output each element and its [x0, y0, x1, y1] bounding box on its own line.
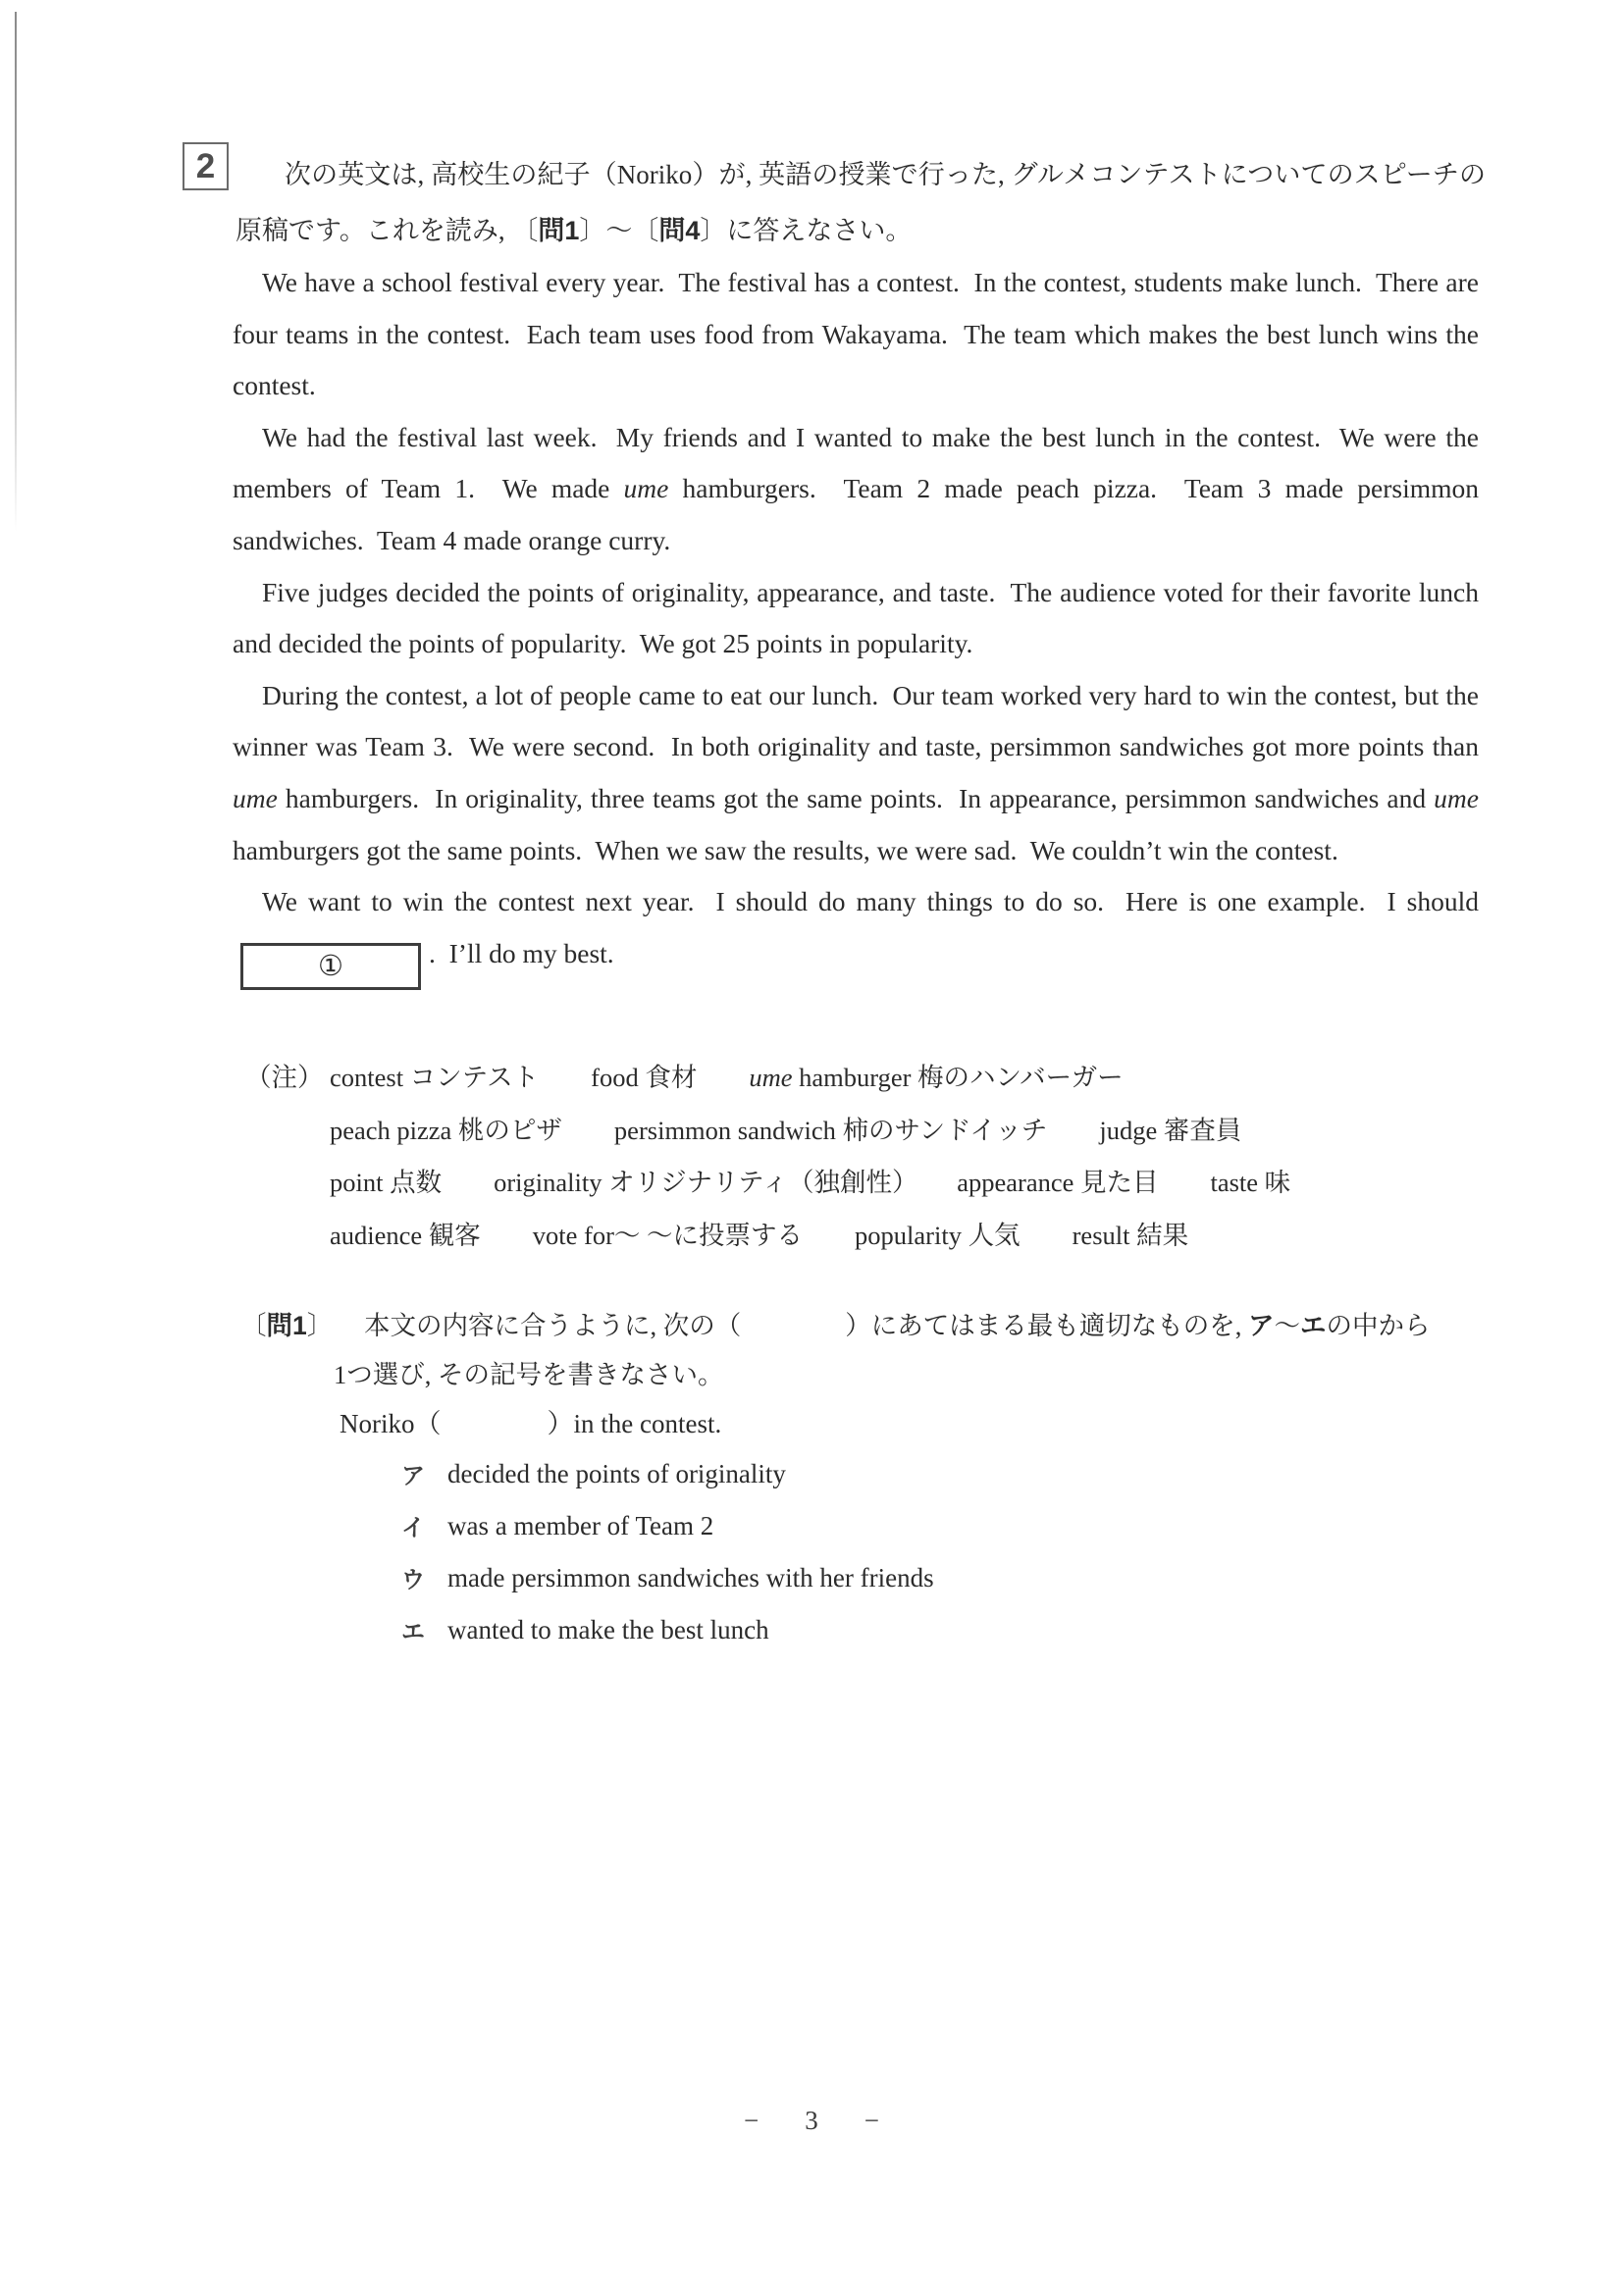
option-a-text: decided the points of originality: [447, 1459, 786, 1488]
option-a: [401, 1449, 1506, 1501]
text-segment: We had the festival last week. My friends and I wanted to make the best lunch in the contest. We were the members of Team 1. We made: [233, 421, 1479, 504]
question-1-options: [401, 1449, 1506, 1657]
question-1-head: [240, 1301, 1506, 1350]
text-segment: hamburger 梅のハンバーガー: [792, 1063, 1124, 1092]
notes-section: [245, 1052, 1501, 1262]
footer-dash-left: −: [744, 2106, 759, 2135]
speech-paragraph-3: [233, 567, 1479, 670]
speech-paragraph-4: [233, 670, 1479, 876]
text-segment: contest コンテスト food 食材: [330, 1063, 750, 1092]
section-number: 2: [195, 147, 216, 185]
option-e-marker: エ: [401, 1619, 425, 1645]
text-segment: 〕に答えなさい。: [700, 216, 913, 245]
text-segment: hamburgers. In originality, three teams got the same points. In appearance, persimmon sandwiches and: [277, 782, 1435, 813]
notes-label: （注）: [245, 1063, 324, 1092]
notes-line-4: [330, 1210, 1501, 1263]
page-footer: [0, 2106, 1623, 2136]
notes-lines: [330, 1052, 1501, 1262]
notes-line-2: [330, 1105, 1501, 1158]
text-segment: hamburgers got the same points. When we saw the results, we were sad. We couldn’t win the contest.: [233, 834, 1338, 865]
scan-artifact-line: [15, 12, 17, 532]
text-segment: 問1: [538, 216, 580, 245]
option-u-marker: ウ: [401, 1567, 425, 1593]
option-i: [401, 1501, 1506, 1553]
text-segment: ume: [623, 473, 669, 504]
option-u: [401, 1553, 1506, 1605]
blank-box-1: ①: [240, 943, 421, 990]
text-segment: audience 観客 vote for～ ～に投票する popularity 人気 result 結果: [330, 1220, 1189, 1250]
text-segment: ～: [1274, 1311, 1300, 1340]
page-number: 3: [805, 2106, 818, 2135]
notes-line-3: [330, 1157, 1501, 1210]
option-u-text: made persimmon sandwiches with her friends: [447, 1563, 934, 1592]
notes-line-1: [330, 1052, 1501, 1105]
option-i-text: was a member of Team 2: [447, 1511, 714, 1540]
text-segment: . I’ll do my best.: [429, 937, 614, 968]
text-segment: Five judges decided the points of originality, appearance, and taste. The audience voted for their favorite lunch and decided the points of popularity. We got 25 points in popularity.: [233, 576, 1479, 659]
section-number-box: [183, 142, 229, 190]
speech-paragraph-5: [233, 876, 1479, 990]
question-1: [240, 1301, 1506, 1657]
text-segment: 〕～〔: [579, 216, 659, 245]
text-segment: の中から: [1326, 1311, 1431, 1340]
section-instructions: [236, 147, 1486, 259]
footer-dash-right: −: [864, 2106, 879, 2135]
text-segment: We want to win the contest next year. I should do many things to do so. Here is one example. I should: [262, 886, 1479, 917]
text-segment: 本文の内容に合うように, 次の（ ）にあてはまる最も適切なものを,: [364, 1311, 1248, 1340]
text-segment: 〔: [240, 1311, 267, 1340]
text-segment: ア: [1248, 1311, 1275, 1340]
text-segment: エ: [1300, 1311, 1327, 1340]
question-1-label: [240, 1301, 364, 1350]
option-i-marker: イ: [401, 1515, 425, 1541]
text-segment: ume: [233, 782, 278, 813]
text-segment: point 点数 originality オリジナリティ（独創性） appearance 見た目 taste 味: [330, 1168, 1291, 1197]
option-e: [401, 1605, 1506, 1657]
text-segment: ume: [1434, 782, 1479, 813]
question-1-prompt-line1: [364, 1301, 1506, 1350]
option-a-marker: ア: [401, 1463, 425, 1489]
text-segment: hamburgers. Team 2 made peach pizza. Team 3 made persimmon sandwiches. Team 4 made orange curry.: [233, 473, 1479, 555]
text-segment: We have a school festival every year. The festival has a contest. In the contest, students make lunch. There are four teams in the contest. Each team uses food from Wakayama. The team which makes the best lunch wins the contest.: [233, 267, 1479, 401]
text-segment: ume: [749, 1063, 793, 1092]
text-segment: peach pizza 桃のピザ persimmon sandwich 柿のサンドイッチ judge 審査員: [330, 1115, 1242, 1145]
question-1-sentence: Noriko（ ）in the contest.: [340, 1409, 722, 1438]
speech-text: [233, 257, 1479, 990]
question-1-prompt-line2: 1つ選び, その記号を書きなさい。: [334, 1360, 724, 1389]
text-segment: 〕: [306, 1311, 334, 1340]
speech-paragraph-1: [233, 257, 1479, 412]
text-segment: During the contest, a lot of people came to eat our lunch. Our team worked very hard to win the contest, but the winner was Team 3. We were second. In both originality and taste, persimmon sandwiches got more points than: [233, 679, 1479, 762]
text-segment: 問4: [658, 216, 701, 245]
option-e-text: wanted to make the best lunch: [447, 1615, 769, 1644]
speech-paragraph-2: [233, 412, 1479, 567]
text-segment: 問1: [266, 1311, 307, 1340]
text-segment: 次の英文は, 高校生の紀子（Noriko）が, 英語の授業で行った, グルメコンテストについてのスピーチの原稿です。これを読み, 〔: [236, 160, 1486, 245]
